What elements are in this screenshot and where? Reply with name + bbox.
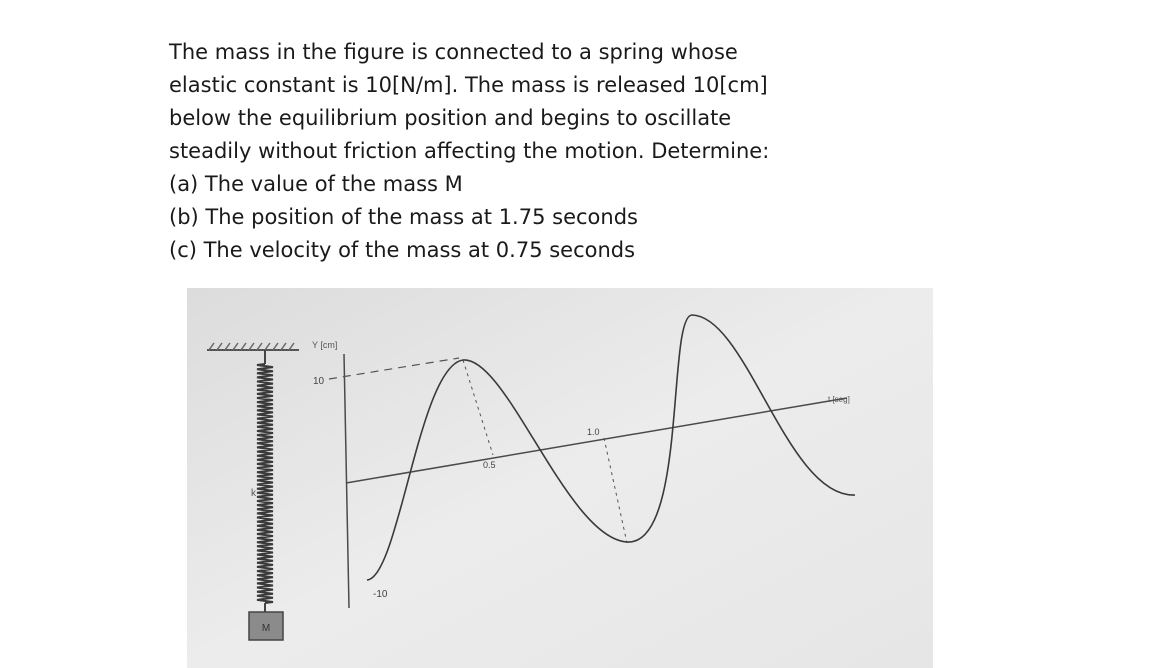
spring-mass-figure	[187, 288, 933, 668]
x-axis-label: t [seg]	[828, 395, 850, 404]
question-c: (c) The velocity of the mass at 0.75 seconds	[169, 238, 636, 262]
spring-label: k	[251, 488, 256, 499]
x-tick-2-label: 1.0	[587, 427, 600, 437]
y-axis-label: Y [cm]	[312, 340, 338, 350]
y-tick-top-label: 10	[313, 376, 325, 387]
mass-label: M	[261, 623, 271, 634]
problem-line: elastic constant is 10[N/m]. The mass is released 10[cm]	[169, 73, 768, 97]
question-a: (a) The value of the mass M	[169, 172, 463, 196]
problem-statement	[169, 36, 829, 267]
x-tick-1-label: 0.5	[483, 460, 496, 470]
y-tick-bottom-label: -10	[373, 589, 388, 600]
problem-line: The mass in the figure is connected to a spring whose	[169, 40, 738, 64]
question-b: (b) The position of the mass at 1.75 seconds	[169, 205, 638, 229]
problem-line: below the equilibrium position and begins to oscillate	[169, 106, 732, 130]
problem-line: steadily without friction affecting the motion. Determine:	[169, 139, 770, 163]
photo-background	[187, 288, 933, 668]
mass-block	[249, 612, 283, 640]
